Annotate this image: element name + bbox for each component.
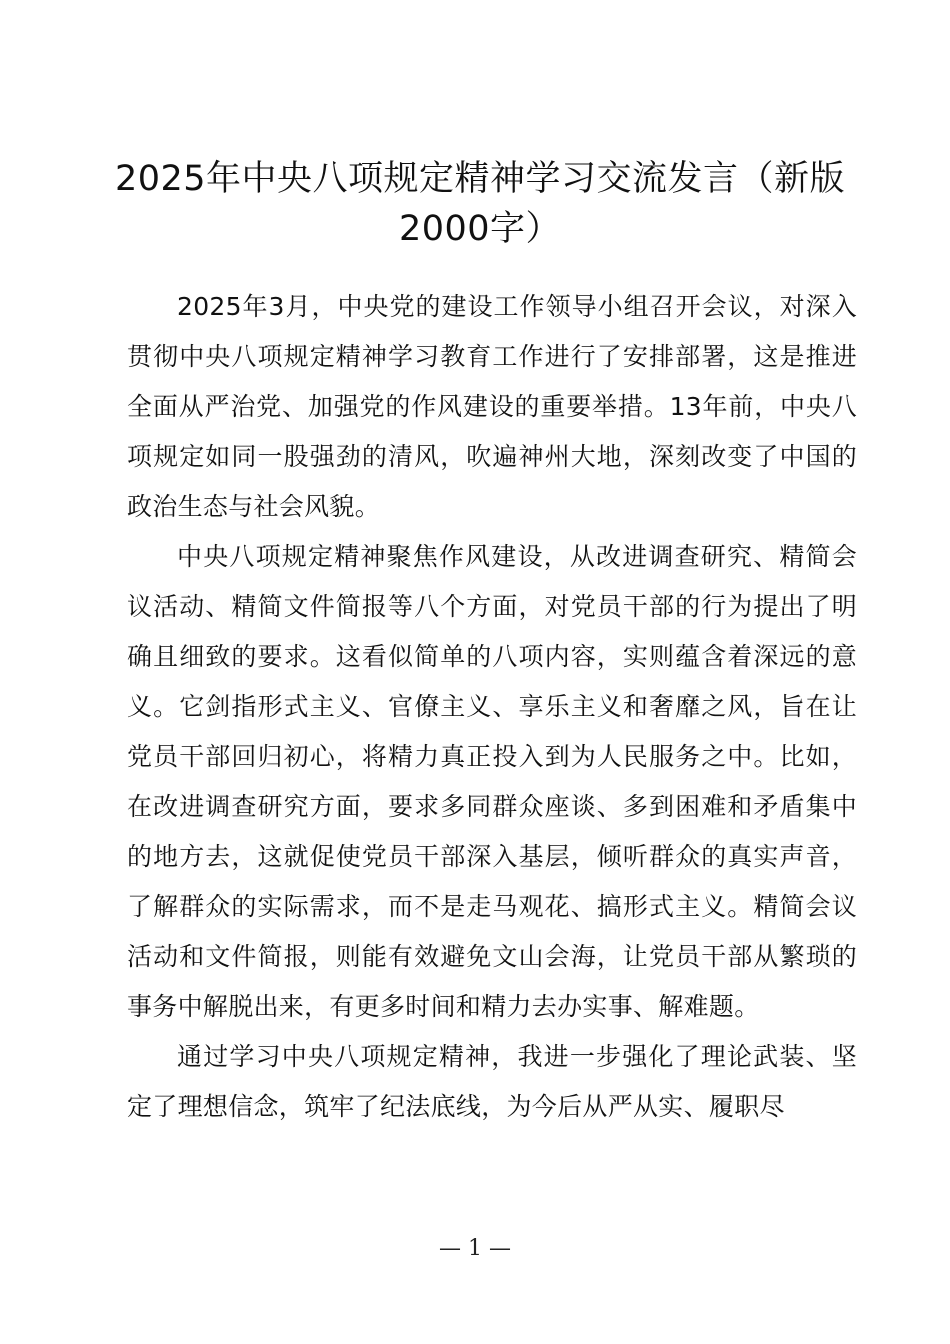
paragraph-1: 2025年3月，中央党的建设工作领导小组召开会议，对深入贯彻中央八项规定精神学习教育工作进行了安排部署，这是推进全面从严治党、加强党的作风建设的重要举措。13年前，中央八项规定如同一股强劲的清风，吹遍神州大地，深刻改变了中国的政治生态与社会风貌。 [127, 292, 857, 521]
page-number: — 1 — [439, 1236, 511, 1261]
paragraph-2: 中央八项规定精神聚焦作风建设，从改进调查研究、精简会议活动、精简文件简报等八个方面，对党员干部的行为提出了明确且细致的要求。这看似简单的八项内容，实则蕴含着深远的意义。它剑指形式主义、官僚主义、享乐主义和奢靡之风，旨在让党员干部回归初心，将精力真正投入到为人民服务之中。比如，在改进调查研究方面，要求多同群众座谈、多到困难和矛盾集中的地方去，这就促使党员干部深入基层，倾听群众的真实声音，了解群众的实际需求，而不是走马观花、搞形式主义。精简会议活动和文件简报，则能有效避免文山会海，让党员干部从繁琐的事务中解脱出来，有更多时间和精力去办实事、解难题。 [127, 542, 857, 1021]
document-body [127, 282, 857, 1132]
paragraph-3: 通过学习中央八项规定精神，我进一步强化了理论武装、坚定了理想信念，筑牢了纪法底线，为今后从严从实、履职尽 [127, 1042, 857, 1121]
document-title: 2025年中央八项规定精神学习交流发言（新版2000字） [114, 159, 846, 249]
